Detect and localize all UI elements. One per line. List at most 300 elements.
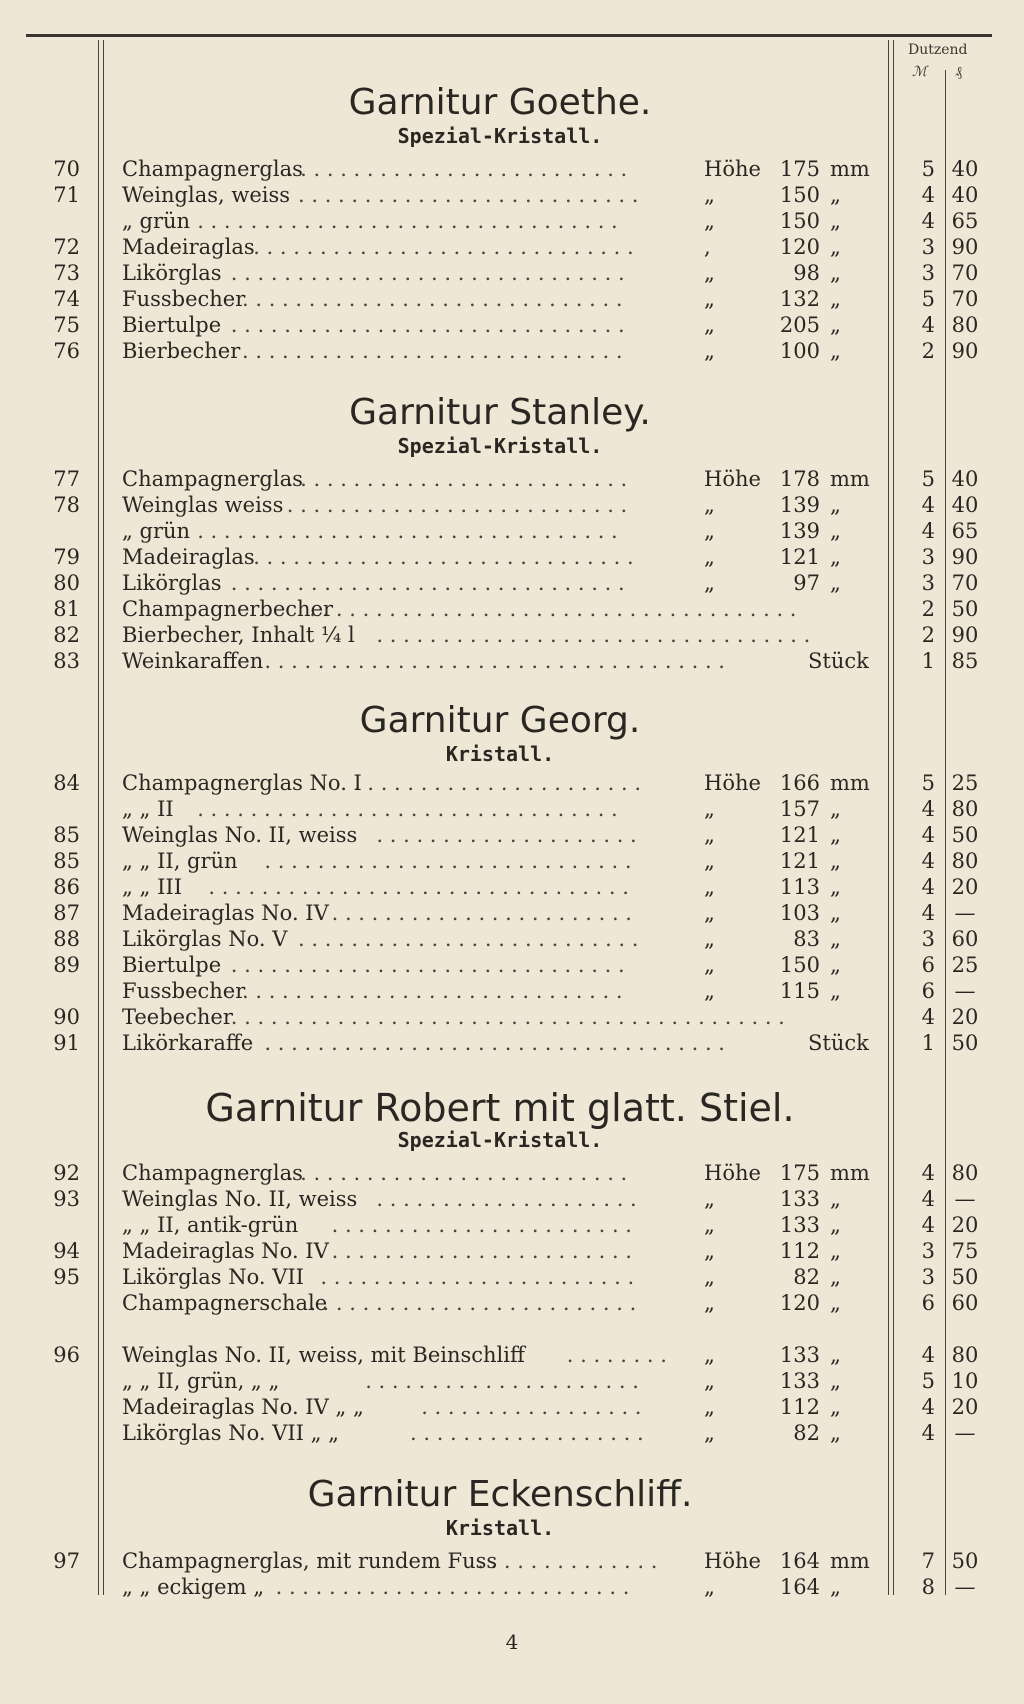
height-label: „ — [704, 545, 715, 569]
section-title: Garnitur Georg. — [359, 700, 641, 741]
item-name: „ „ II — [122, 797, 174, 821]
table-row — [0, 1186, 1024, 1212]
height-value: 150 — [779, 209, 820, 233]
height-value: 83 — [793, 927, 820, 951]
item-name: Weinglas No. II, weiss — [122, 1187, 358, 1211]
price-mark: 4 — [921, 1161, 935, 1185]
height-unit: „ — [830, 1421, 841, 1445]
price-pfennig: — — [954, 901, 976, 925]
height-unit: mm — [830, 771, 870, 795]
leader-dots: . . . . . . . . . . . . . . . . . . . . . . . . . . . . . . . . . . . — [264, 1031, 725, 1055]
item-number: 95 — [53, 1265, 80, 1289]
item-name: Likörkaraffe — [122, 1031, 254, 1055]
height-value: 121 — [779, 823, 820, 847]
height-unit: „ — [830, 1239, 841, 1263]
item-number: 77 — [53, 467, 80, 491]
table-row — [0, 1264, 1024, 1290]
height-value: 121 — [779, 849, 820, 873]
height-unit: „ — [830, 1395, 841, 1419]
height-label: „ — [704, 901, 715, 925]
price-pfennig: 20 — [951, 1395, 979, 1419]
item-number: 74 — [53, 287, 80, 311]
item-name: Weinglas No. II, weiss — [122, 823, 358, 847]
item-number: 97 — [53, 1549, 80, 1573]
item-number: 92 — [53, 1161, 80, 1185]
leader-dots: . . . . . . . . . . . . . . . . . . . . . . . . . . . . . — [242, 339, 623, 363]
item-name: Likörglas No. V — [122, 927, 288, 951]
leader-dots: . . . . . . . . . . . . . . . . . . . . . . . . . . — [298, 927, 639, 951]
height-label: „ — [704, 571, 715, 595]
height-label: , — [704, 235, 711, 259]
item-name: Champagnerglas — [122, 1161, 303, 1185]
price-pfennig: 90 — [951, 339, 979, 363]
item-name: Fussbecher — [122, 287, 246, 311]
item-name: Likörglas No. VII „ „ — [122, 1421, 340, 1445]
height-label: „ — [704, 875, 715, 899]
leader-dots: . . . . . . . . . . . . . . . . . . . . . . . . . . . . — [264, 849, 632, 873]
table-row — [0, 1548, 1024, 1574]
height-unit: „ — [830, 519, 841, 543]
table-row — [0, 1030, 1024, 1056]
height-label: „ — [704, 261, 715, 285]
price-pfennig: 80 — [951, 313, 979, 337]
pfennig-symbol: ₰ — [955, 64, 962, 80]
height-unit: Stück — [808, 1031, 869, 1055]
table-row — [0, 622, 1024, 648]
table-row — [0, 544, 1024, 570]
height-value: 120 — [779, 1291, 820, 1315]
item-name: Weinglas No. II, weiss, mit Beinschliff — [122, 1343, 525, 1367]
height-value: 164 — [779, 1549, 820, 1573]
height-value: 103 — [779, 901, 820, 925]
price-pfennig: 40 — [951, 157, 979, 181]
item-name: Madeiraglas No. IV — [122, 1239, 329, 1263]
table-row — [0, 770, 1024, 796]
price-mark: 4 — [921, 519, 935, 543]
price-mark: 4 — [921, 1005, 935, 1029]
price-pfennig: 25 — [951, 771, 979, 795]
height-unit: „ — [830, 235, 841, 259]
item-number: 83 — [53, 649, 80, 673]
height-value: 139 — [779, 519, 820, 543]
height-unit: „ — [830, 1575, 841, 1599]
height-label: „ — [704, 1213, 715, 1237]
section-subtitle: Spezial-Kristall. — [397, 434, 603, 458]
price-mark: 4 — [921, 1187, 935, 1211]
item-name: Weinkaraffen — [122, 649, 264, 673]
leader-dots: . . . . . . . . . . . . . . . . . . . . . . . . . . . . . — [242, 979, 623, 1003]
section-title: Garnitur Goethe. — [348, 82, 652, 123]
table-row — [0, 312, 1024, 338]
height-label: „ — [704, 209, 715, 233]
table-row — [0, 1420, 1024, 1446]
price-pfennig: 75 — [951, 1239, 979, 1263]
leader-dots: . . . . . . . . . . . . . . . . . . . . . . . — [331, 1239, 632, 1263]
height-unit: „ — [830, 313, 841, 337]
item-number: 78 — [53, 493, 80, 517]
price-pfennig: 50 — [951, 1031, 979, 1055]
height-value: 139 — [779, 493, 820, 517]
price-pfennig: 70 — [951, 571, 979, 595]
table-row — [0, 952, 1024, 978]
price-pfennig: 10 — [951, 1369, 979, 1393]
height-unit: „ — [830, 287, 841, 311]
item-number: 70 — [53, 157, 80, 181]
height-value: 113 — [779, 875, 820, 899]
price-pfennig: 50 — [951, 597, 979, 621]
item-name: Madeiraglas — [122, 545, 255, 569]
leader-dots: . . . . . . . . . . . . . . . . . . . . — [376, 1187, 637, 1211]
item-name: Likörglas — [122, 261, 222, 285]
item-name: Weinglas weiss — [122, 493, 284, 517]
table-row — [0, 596, 1024, 622]
section-subtitle: Kristall. — [445, 1516, 555, 1540]
item-name: „ „ eckigem „ — [122, 1575, 265, 1599]
price-pfennig: 70 — [951, 287, 979, 311]
height-unit: „ — [830, 953, 841, 977]
leader-dots: . . . . . . . . . . . . . . . . . . . . . . . . . . . . . . — [230, 571, 625, 595]
section-title: Garnitur Robert mit glatt. Stiel. — [205, 1086, 795, 1130]
price-mark: 2 — [921, 597, 935, 621]
height-label: „ — [704, 1265, 715, 1289]
leader-dots: . . . . . . . . . . . . . . . . . . . . . . . . . . . . . . . . . . . . . — [309, 597, 797, 621]
height-value: 97 — [793, 571, 820, 595]
price-pfennig: 80 — [951, 1161, 979, 1185]
price-mark: 4 — [921, 901, 935, 925]
price-mark: 3 — [921, 235, 935, 259]
leader-dots: . . . . . . . . . . . . . . . . . . . . . . . . . . . . . . . . . . . . . . . . . . — [230, 1005, 785, 1029]
height-value: 98 — [793, 261, 820, 285]
item-name: Champagnerbecher — [122, 597, 334, 621]
height-unit: mm — [830, 157, 870, 181]
height-unit: mm — [830, 467, 870, 491]
item-name: „ „ II, antik-grün — [122, 1213, 299, 1237]
price-pfennig: 25 — [951, 953, 979, 977]
height-unit: „ — [830, 209, 841, 233]
height-unit: „ — [830, 797, 841, 821]
table-row — [0, 926, 1024, 952]
table-row — [0, 796, 1024, 822]
item-number: 75 — [53, 313, 80, 337]
table-row — [0, 648, 1024, 674]
price-mark: 2 — [921, 339, 935, 363]
height-label: „ — [704, 1369, 715, 1393]
price-mark: 6 — [921, 979, 935, 1003]
height-label: „ — [704, 1575, 715, 1599]
table-row — [0, 848, 1024, 874]
item-number: 86 — [53, 875, 80, 899]
leader-dots: . . . . . . . . . . . . . . . . . . . . . . . . . . . . . — [253, 235, 634, 259]
table-row — [0, 570, 1024, 596]
leader-dots: . . . . . . . . . . . . . . . . . . . . . . . . . . . . . . . . — [197, 209, 618, 233]
price-pfennig: 85 — [951, 649, 979, 673]
height-value: 121 — [779, 545, 820, 569]
height-label: „ — [704, 823, 715, 847]
price-pfennig: 65 — [951, 519, 979, 543]
item-name: Bierbecher, Inhalt ¼ l — [122, 623, 355, 647]
price-pfennig: — — [954, 1187, 976, 1211]
height-label: „ — [704, 313, 715, 337]
price-pfennig: 40 — [951, 183, 979, 207]
height-value: 112 — [779, 1395, 820, 1419]
height-value: 178 — [779, 467, 820, 491]
table-row — [0, 1004, 1024, 1030]
page-number: 4 — [505, 1630, 519, 1654]
table-row — [0, 234, 1024, 260]
height-value: 150 — [779, 953, 820, 977]
price-mark: 7 — [921, 1549, 935, 1573]
height-unit: „ — [830, 339, 841, 363]
price-mark: 5 — [921, 1369, 935, 1393]
item-name: Biertulpe — [122, 953, 222, 977]
item-number: 94 — [53, 1239, 80, 1263]
height-unit: „ — [830, 979, 841, 1003]
height-label: „ — [704, 1421, 715, 1445]
item-number: 85 — [53, 849, 80, 873]
height-label: „ — [704, 979, 715, 1003]
item-name: Madeiraglas — [122, 235, 255, 259]
item-name: Champagnerschale — [122, 1291, 328, 1315]
height-label: „ — [704, 1395, 715, 1419]
height-unit: „ — [830, 183, 841, 207]
height-value: 120 — [779, 235, 820, 259]
price-mark: 4 — [921, 1395, 935, 1419]
item-number: 84 — [53, 771, 80, 795]
height-label: „ — [704, 183, 715, 207]
height-unit: mm — [830, 1549, 870, 1573]
leader-dots: . . . . . . . . . . . . . . . . . . . . . . . . . — [309, 1291, 637, 1315]
price-mark: 6 — [921, 1291, 935, 1315]
price-mark: 8 — [921, 1575, 935, 1599]
item-number: 71 — [53, 183, 80, 207]
item-name: „ „ III — [122, 875, 182, 899]
price-pfennig: 90 — [951, 235, 979, 259]
table-row — [0, 874, 1024, 900]
price-mark: 4 — [921, 209, 935, 233]
price-mark: 4 — [921, 797, 935, 821]
table-row — [0, 466, 1024, 492]
table-row — [0, 1574, 1024, 1600]
price-pfennig: 50 — [951, 1265, 979, 1289]
price-pfennig: 90 — [951, 545, 979, 569]
leader-dots: . . . . . . . . . . . . . . . . . . . . — [376, 823, 637, 847]
item-number: 87 — [53, 901, 80, 925]
table-row — [0, 208, 1024, 234]
item-number: 93 — [53, 1187, 80, 1211]
height-value: 205 — [779, 313, 820, 337]
table-row — [0, 978, 1024, 1004]
item-name: „ grün — [122, 519, 191, 543]
height-unit: „ — [830, 823, 841, 847]
height-unit: „ — [830, 927, 841, 951]
leader-dots: . . . . . . . . . . . . . . . . . . . . . . . — [331, 1213, 632, 1237]
section-subtitle: Spezial-Kristall. — [397, 1128, 603, 1152]
leader-dots: . . . . . . . . . . . . . . . . . . . . . . — [354, 771, 642, 795]
item-number: 72 — [53, 235, 80, 259]
height-unit: „ — [830, 545, 841, 569]
height-unit: „ — [830, 1291, 841, 1315]
height-value: 132 — [779, 287, 820, 311]
leader-dots: . . . . . . . . . . . . . . . . . . . . . . . — [331, 901, 632, 925]
price-pfennig: 70 — [951, 261, 979, 285]
section-title: Garnitur Eckenschliff. — [307, 1474, 693, 1515]
height-value: 175 — [779, 157, 820, 181]
price-mark: 1 — [921, 649, 935, 673]
table-row — [0, 1238, 1024, 1264]
height-value: 150 — [779, 183, 820, 207]
height-label: „ — [704, 1291, 715, 1315]
item-number: 91 — [53, 1031, 80, 1055]
top-rule — [26, 34, 992, 37]
price-mark: 4 — [921, 493, 935, 517]
height-unit: „ — [830, 1369, 841, 1393]
height-label: Höhe — [704, 1161, 761, 1185]
height-unit: „ — [830, 849, 841, 873]
leader-dots: . . . . . . . . . . . . . . . . . . . . . . . . . . . . . . . . — [197, 797, 618, 821]
leader-dots: . . . . . . . . . . . . . . . . . — [421, 1395, 642, 1419]
leader-dots: . . . . . . . . . . . . . . . . . . . . . . . . . . . . . . . . . — [376, 623, 811, 647]
price-pfennig: 20 — [951, 1213, 979, 1237]
height-value: 112 — [779, 1239, 820, 1263]
item-name: Fussbecher — [122, 979, 246, 1003]
price-mark: 4 — [921, 849, 935, 873]
leader-dots: . . . . . . . . . . . . . . . . . . . . . . . . . . — [286, 493, 628, 517]
item-name: Likörglas — [122, 571, 222, 595]
price-pfennig: 60 — [951, 927, 979, 951]
height-unit: „ — [830, 571, 841, 595]
height-label: Höhe — [704, 1549, 761, 1573]
height-unit: „ — [830, 901, 841, 925]
price-pfennig: — — [954, 979, 976, 1003]
height-label: „ — [704, 493, 715, 517]
section-title: Garnitur Stanley. — [349, 392, 651, 433]
item-number: 89 — [53, 953, 80, 977]
item-name: Biertulpe — [122, 313, 222, 337]
item-number: 82 — [53, 623, 80, 647]
height-unit: „ — [830, 1187, 841, 1211]
height-label: „ — [704, 927, 715, 951]
height-unit: „ — [830, 1265, 841, 1289]
item-name: Weinglas, weiss — [122, 183, 291, 207]
leader-dots: . . . . . . . . . . . . . . . . . . — [410, 1421, 644, 1445]
height-value: 133 — [779, 1369, 820, 1393]
item-number: 76 — [53, 339, 80, 363]
height-value: 82 — [793, 1421, 820, 1445]
height-unit: Stück — [808, 649, 869, 673]
price-pfennig: 20 — [951, 1005, 979, 1029]
height-value: 133 — [779, 1213, 820, 1237]
section-subtitle: Kristall. — [445, 742, 555, 766]
height-label: „ — [704, 849, 715, 873]
height-value: 82 — [793, 1265, 820, 1289]
height-value: 115 — [779, 979, 820, 1003]
price-pfennig: 80 — [951, 797, 979, 821]
leader-dots: . . . . . . . . . . . . . . . . . . . . . . . . — [320, 1265, 635, 1289]
item-name: „ „ II, grün — [122, 849, 238, 873]
price-mark: 2 — [921, 623, 935, 647]
table-row — [0, 1212, 1024, 1238]
height-value: 175 — [779, 1161, 820, 1185]
item-name: Champagnerglas — [122, 157, 303, 181]
table-row — [0, 260, 1024, 286]
leader-dots: . . . . . . . . . . . . . . . . . . . . . . . . . . . — [275, 1575, 630, 1599]
price-pfennig: 50 — [951, 1549, 979, 1573]
item-number: 79 — [53, 545, 80, 569]
item-name: Bierbecher — [122, 339, 241, 363]
item-number: 73 — [53, 261, 80, 285]
item-name: Champagnerglas No. I — [122, 771, 362, 795]
item-name: Madeiraglas No. IV „ „ — [122, 1395, 364, 1419]
price-pfennig: 60 — [951, 1291, 979, 1315]
price-mark: 1 — [921, 1031, 935, 1055]
price-pfennig: 65 — [951, 209, 979, 233]
price-mark: 5 — [921, 157, 935, 181]
height-value: 164 — [779, 1575, 820, 1599]
table-row — [0, 1394, 1024, 1420]
item-name: Champagnerglas — [122, 467, 303, 491]
height-unit: mm — [830, 1161, 870, 1185]
price-pfennig: 20 — [951, 875, 979, 899]
price-mark: 5 — [921, 467, 935, 491]
height-unit: „ — [830, 875, 841, 899]
table-row — [0, 182, 1024, 208]
height-unit: „ — [830, 1213, 841, 1237]
item-number: 81 — [53, 597, 80, 621]
price-mark: 3 — [921, 1239, 935, 1263]
height-value: 100 — [779, 339, 820, 363]
leader-dots: . . . . . . . . . . . . . . . . . . . . . . . . . . . . . . — [230, 953, 625, 977]
mark-symbol: ℳ — [912, 64, 927, 80]
leader-dots: . . . . . . . . . . . . . . . . . . . . . . . . . . . . . — [253, 545, 634, 569]
price-mark: 3 — [921, 927, 935, 951]
dozen-header: Dutzend — [908, 42, 968, 58]
item-name: „ grün — [122, 209, 191, 233]
price-pfennig: 90 — [951, 623, 979, 647]
table-row — [0, 156, 1024, 182]
price-mark: 4 — [921, 1421, 935, 1445]
price-mark: 5 — [921, 287, 935, 311]
price-mark: 3 — [921, 571, 935, 595]
item-name: „ „ II, grün, „ „ — [122, 1369, 280, 1393]
leader-dots: . . . . . . . . . . . . . . . . . . . . . . . . . . . . . — [242, 287, 623, 311]
leader-dots: . . . . . . . . . . . . . . . . . . . . . . . . . . . . . . . . — [208, 875, 629, 899]
leader-dots: . . . . . . . . . . . . . . . . . . . . . . . . . . — [286, 157, 628, 181]
leader-dots: . . . . . . . . — [566, 1343, 667, 1367]
price-mark: 3 — [921, 545, 935, 569]
height-label: Höhe — [704, 467, 761, 491]
leader-dots: . . . . . . . . . . . . . . . . . . . . . . . . . . — [286, 1161, 628, 1185]
price-mark: 4 — [921, 183, 935, 207]
price-pfennig: — — [954, 1421, 976, 1445]
table-row — [0, 1160, 1024, 1186]
table-row — [0, 1342, 1024, 1368]
price-mark: 4 — [921, 1213, 935, 1237]
table-row — [0, 1368, 1024, 1394]
height-label: „ — [704, 797, 715, 821]
table-row — [0, 286, 1024, 312]
height-label: Höhe — [704, 157, 761, 181]
section-subtitle: Spezial-Kristall. — [397, 124, 603, 148]
price-pfennig: 50 — [951, 823, 979, 847]
height-value: 133 — [779, 1343, 820, 1367]
height-label: „ — [704, 287, 715, 311]
price-mark: 4 — [921, 1343, 935, 1367]
leader-dots: . . . . . . . . . . . . . . . . . . . . . . . . . . — [286, 467, 628, 491]
price-pfennig: 40 — [951, 467, 979, 491]
price-mark: 3 — [921, 261, 935, 285]
height-label: „ — [704, 1343, 715, 1367]
height-value: 133 — [779, 1187, 820, 1211]
